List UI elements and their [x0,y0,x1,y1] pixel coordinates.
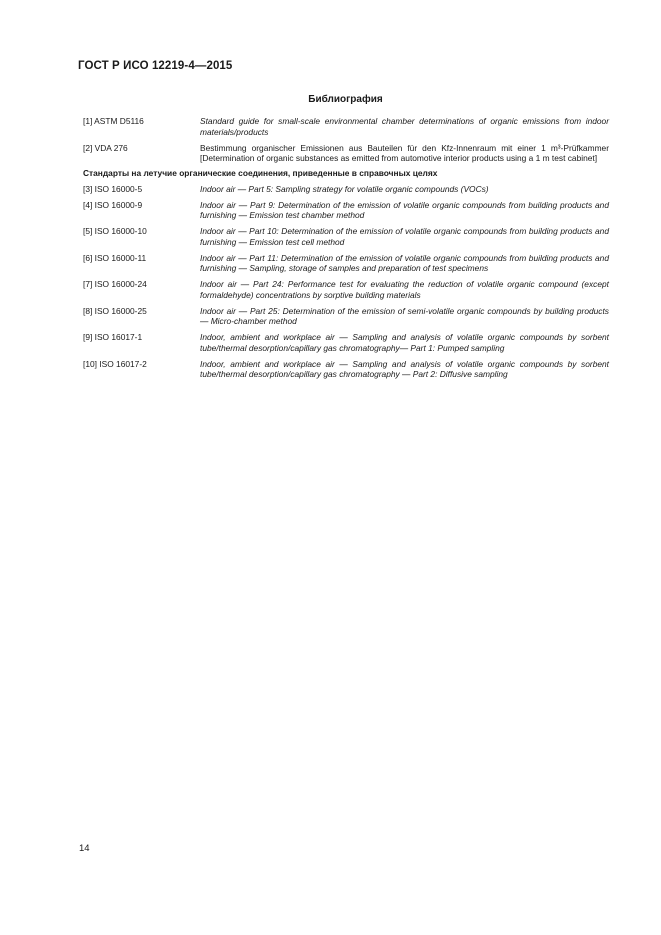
reference-text: Indoor air — Part 9: Determination of the emission of volatile organic compounds from building products and furnishing — Emission test chamber method [200,199,609,221]
reference-id: [5] ISO 16000-10 [83,226,147,236]
reference-item [83,306,609,327]
reference-item [83,253,609,274]
reference-list [83,116,609,385]
reference-id: [9] ISO 16017-1 [83,332,143,342]
reference-item [83,332,609,353]
reference-id: [1] ASTM D5116 [83,116,144,126]
reference-item [83,279,609,300]
reference-text: Indoor air — Part 10: Determination of the emission of volatile organic compounds from building products and furnishing — Emission test cell method [200,226,609,247]
reference-id: [8] ISO 16000-25 [83,305,147,316]
reference-text: Indoor air — Part 5: Sampling strategy for volatile organic compounds (VOCs) [200,183,489,194]
reference-text: Bestimmung organischer Emissionen aus Bauteilen für den Kfz-Innenraum mit einer 1 m³-Prüfkammer [Determination of organic substances as emitted from automotive interior products using a 1 m test cabinet] [200,142,609,164]
reference-id: [10] ISO 16017-2 [83,358,147,369]
reference-text: Indoor air — Part 11: Determination of the emission of volatile organic compounds from building products and furnishing — Sampling, storage of samples and preparation of test specimens [200,252,609,274]
document-header: ГОСТ Р ИСО 12219-4—2015 [78,60,233,72]
reference-id: [4] ISO 16000-9 [83,199,143,210]
reference-text: Indoor, ambient and workplace air — Sampling and analysis of volatile organic compounds by sorbent tube/thermal desorption/capillary gas chromatography — Part 2: Diffusive sampling [200,358,609,380]
reference-id: [2] VDA 276 [83,142,128,153]
section-subheading: Стандарты на летучие органические соединения, приведенные в справочных целях [83,168,438,178]
reference-item [83,184,609,195]
reference-id: [6] ISO 16000-11 [83,252,147,263]
reference-text: Indoor air — Part 25: Determination of the emission of semi-volatile organic compounds by building products — Micro-chamber method [200,305,609,327]
reference-item [83,226,609,247]
reference-item [83,143,609,164]
reference-text: Standard guide for small-scale environmental chamber determinations of organic emissions from indoor materials/products [200,116,609,137]
bibliography-title: Библиография [308,94,383,105]
reference-text: Indoor, ambient and workplace air — Sampling and analysis of volatile organic compounds by sorbent tube/thermal desorption/capillary gas chromatography— Part 1: Pumped sampling [200,332,609,353]
reference-id: [3] ISO 16000-5 [83,183,143,194]
reference-text: Indoor air — Part 24: Performance test for evaluating the reduction of volatile organic compound (except formaldehyde) concentrations by sorptive building materials [200,279,609,300]
reference-id: [7] ISO 16000-24 [83,279,147,289]
reference-item [83,116,609,137]
page-number: 14 [79,843,90,854]
reference-item [83,359,609,380]
reference-item [83,200,609,221]
